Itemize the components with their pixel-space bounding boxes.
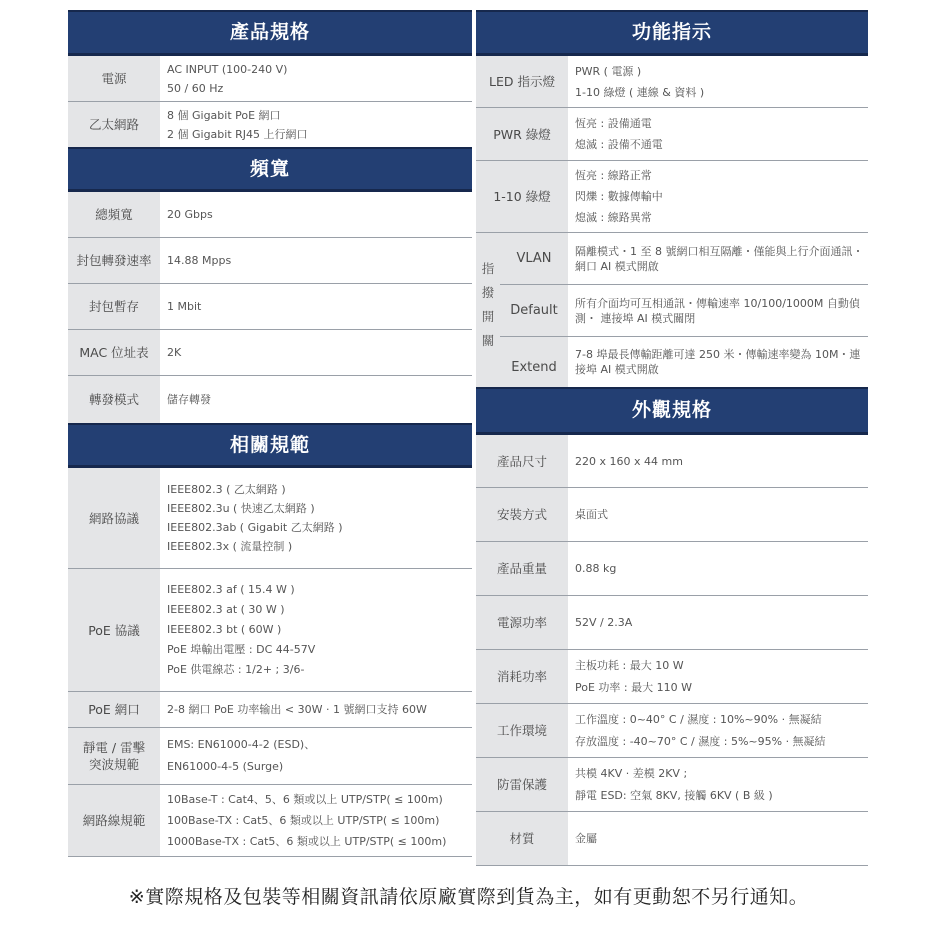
- row-label: 防雷保護: [476, 758, 568, 811]
- row-label: 工作環境: [476, 704, 568, 757]
- row-label: [68, 728, 160, 784]
- row-value: 2K: [160, 330, 472, 375]
- spec-row-power-supply: [476, 596, 868, 650]
- row-label: 總頻寬: [68, 192, 160, 237]
- value-line: 1000Base-TX : Cat5、6 類或以上 UTP/STP( ≤ 100m): [167, 835, 447, 848]
- row-label: PoE 網口: [68, 692, 160, 727]
- spec-row-power: [68, 56, 472, 102]
- product-spec-table: [68, 56, 472, 147]
- section-header-bandwidth: 頻寬: [68, 147, 472, 192]
- value-line: 2 個 Gigabit RJ45 上行網口: [167, 127, 308, 141]
- label-char: 指: [481, 261, 495, 276]
- row-label: 網路協議: [68, 468, 160, 568]
- value-line: 靜電 ESD: 空氣 8KV, 接觸 6KV ( B 級 ): [575, 788, 773, 802]
- value-line: PoE 埠輸出電壓 : DC 44-57V: [167, 643, 316, 656]
- row-value: [160, 785, 472, 856]
- spec-row-led: [476, 56, 868, 108]
- spec-row-poe-protocol: [68, 569, 472, 692]
- mode-description: 7-8 埠最長傳輸距離可達 250 米・傳輸速率變為 10M・連接埠 AI 模式開啟: [568, 337, 868, 387]
- value-line: 50 / 60 Hz: [167, 81, 224, 95]
- value-line: EN61000-4-5 (Surge): [167, 760, 284, 773]
- row-value: 桌面式: [568, 488, 868, 541]
- value-line: IEEE802.3 ( 乙太網路 ): [167, 483, 286, 496]
- row-value: [160, 102, 472, 147]
- right-spec-column: [476, 10, 868, 866]
- section-header-product-spec: 產品規格: [68, 10, 472, 56]
- row-value: [568, 704, 868, 757]
- label-line: 靜電 / 雷擊: [82, 740, 146, 755]
- row-value: [568, 650, 868, 703]
- row-label: 乙太網路: [68, 102, 160, 147]
- dip-switch-modes: [500, 233, 868, 387]
- value-line: 恆亮 : 線路正常: [575, 169, 652, 182]
- row-label: 電源: [68, 56, 160, 101]
- value-line: IEEE802.3x ( 流量控制 ): [167, 540, 293, 553]
- row-label: PoE 協議: [68, 569, 160, 691]
- row-label: 電源功率: [476, 596, 568, 649]
- spec-row-port-led: [476, 161, 868, 233]
- label-char: 撥: [481, 285, 495, 300]
- row-value: 金屬: [568, 812, 868, 865]
- bandwidth-table: [68, 192, 472, 423]
- row-label: 封包轉發速率: [68, 238, 160, 283]
- label-char: 開: [481, 309, 495, 324]
- dip-switch-label: [476, 233, 500, 387]
- disclaimer-note: ※實際規格及包裝等相關資訊請依原廠實際到貨為主，如有更動恕不另行通知。: [128, 886, 809, 908]
- value-line: 1-10 綠燈 ( 連線 & 資料 ): [575, 85, 705, 99]
- row-value: 0.88 kg: [568, 542, 868, 595]
- row-label: 消耗功率: [476, 650, 568, 703]
- spec-row-dimensions: [476, 435, 868, 488]
- row-label: LED 指示燈: [476, 56, 568, 107]
- switch-mode-default: [500, 285, 868, 337]
- value-line: 存放溫度 : -40~70° C / 濕度 : 5%~95% · 無凝結: [575, 734, 826, 748]
- row-value: [568, 161, 868, 232]
- value-line: PWR ( 電源 ): [575, 64, 642, 78]
- row-label: 網路線規範: [68, 785, 160, 856]
- row-label: MAC 位址表: [68, 330, 160, 375]
- spec-row-network-protocol: [68, 468, 472, 569]
- standards-table: [68, 468, 472, 857]
- row-label: 安裝方式: [476, 488, 568, 541]
- value-line: 閃爍 : 數據傳輸中: [575, 190, 663, 203]
- row-label: 材質: [476, 812, 568, 865]
- row-value: [160, 728, 472, 784]
- spec-row-material: [476, 812, 868, 866]
- row-value: [568, 108, 868, 160]
- spec-row-total-bandwidth: [68, 192, 472, 238]
- value-line: 8 個 Gigabit PoE 網口: [167, 108, 281, 122]
- spec-row-forwarding-rate: [68, 238, 472, 284]
- spec-row-surge: [68, 728, 472, 785]
- value-line: 恆亮 : 設備通電: [575, 117, 652, 130]
- left-spec-column: [68, 10, 472, 857]
- value-line: AC INPUT (100-240 V): [167, 62, 288, 76]
- spec-row-consumption: [476, 650, 868, 704]
- section-header-appearance: 外觀規格: [476, 387, 868, 435]
- row-value: 14.88 Mpps: [160, 238, 472, 283]
- mode-label: Extend: [500, 337, 568, 387]
- row-value: 52V / 2.3A: [568, 596, 868, 649]
- label-char: 關: [481, 333, 495, 348]
- row-value: 20 Gbps: [160, 192, 472, 237]
- row-value: [160, 468, 472, 568]
- row-value: 儲存轉發: [160, 376, 472, 423]
- row-value: 220 x 160 x 44 mm: [568, 435, 868, 487]
- value-line: 100Base-TX : Cat5、6 類或以上 UTP/STP( ≤ 100m): [167, 814, 440, 827]
- row-value: [568, 56, 868, 107]
- value-line: 主板功耗 : 最大 10 W: [575, 658, 684, 672]
- mode-label: VLAN: [500, 233, 568, 284]
- spec-row-poe-ports: [68, 692, 472, 728]
- label-line: 突波規範: [88, 757, 139, 772]
- value-line: IEEE802.3u ( 快速乙太網路 ): [167, 502, 315, 515]
- value-line: IEEE802.3 at ( 30 W ): [167, 603, 285, 616]
- section-header-standards: 相關規範: [68, 423, 472, 468]
- spec-row-environment: [476, 704, 868, 758]
- switch-mode-extend: [500, 337, 868, 387]
- value-line: 共模 4KV · 差模 2KV ;: [575, 766, 688, 780]
- section-header-indicators: 功能指示: [476, 10, 868, 56]
- mode-description: 隔離模式・1 至 8 號網口相互隔離・僅能與上行介面通訊・網口 AI 模式開啟: [568, 233, 868, 284]
- spec-row-mounting: [476, 488, 868, 542]
- row-label: 產品尺寸: [476, 435, 568, 487]
- row-value: 2-8 網口 PoE 功率输出 < 30W · 1 號網口支持 60W: [160, 692, 472, 727]
- row-value: [568, 758, 868, 811]
- spec-row-mac-table: [68, 330, 472, 376]
- spec-row-lightning: [476, 758, 868, 812]
- value-line: PoE 供電線芯 : 1/2+ ; 3/6-: [167, 663, 305, 676]
- value-line: PoE 功率 : 最大 110 W: [575, 680, 692, 694]
- row-label: 1-10 綠燈: [476, 161, 568, 232]
- spec-row-cable: [68, 785, 472, 857]
- spec-row-forwarding-mode: [68, 376, 472, 423]
- row-label: PWR 綠燈: [476, 108, 568, 160]
- value-line: IEEE802.3 af ( 15.4 W ): [167, 583, 295, 596]
- indicators-table: [476, 56, 868, 387]
- spec-row-weight: [476, 542, 868, 596]
- row-value: [160, 569, 472, 691]
- row-value: 1 Mbit: [160, 284, 472, 329]
- spec-row-pwr-led: [476, 108, 868, 161]
- spec-row-packet-buffer: [68, 284, 472, 330]
- mode-label: Default: [500, 285, 568, 336]
- mode-description: 所有介面均可互相通訊・傳輸速率 10/100/1000M 自動偵測・ 連接埠 AI 模式關閉: [568, 285, 868, 336]
- dip-switch-group: [476, 233, 868, 387]
- row-value: [160, 56, 472, 101]
- value-line: 工作溫度 : 0~40° C / 濕度 : 10%~90% · 無凝結: [575, 712, 822, 726]
- value-line: 10Base-T : Cat4、5、6 類或以上 UTP/STP( ≤ 100m): [167, 793, 443, 806]
- value-line: IEEE802.3 bt ( 60W ): [167, 623, 282, 636]
- row-label: 轉發模式: [68, 376, 160, 423]
- value-line: IEEE802.3ab ( Gigabit 乙太網路 ): [167, 521, 343, 534]
- spec-row-ethernet: [68, 102, 472, 147]
- value-line: EMS: EN61000-4-2 (ESD)、: [167, 738, 316, 751]
- row-label: 產品重量: [476, 542, 568, 595]
- row-label: 封包暫存: [68, 284, 160, 329]
- appearance-table: [476, 435, 868, 866]
- value-line: 熄滅 : 線路異常: [575, 211, 652, 224]
- switch-mode-vlan: [500, 233, 868, 285]
- value-line: 熄滅 : 設備不通電: [575, 138, 663, 151]
